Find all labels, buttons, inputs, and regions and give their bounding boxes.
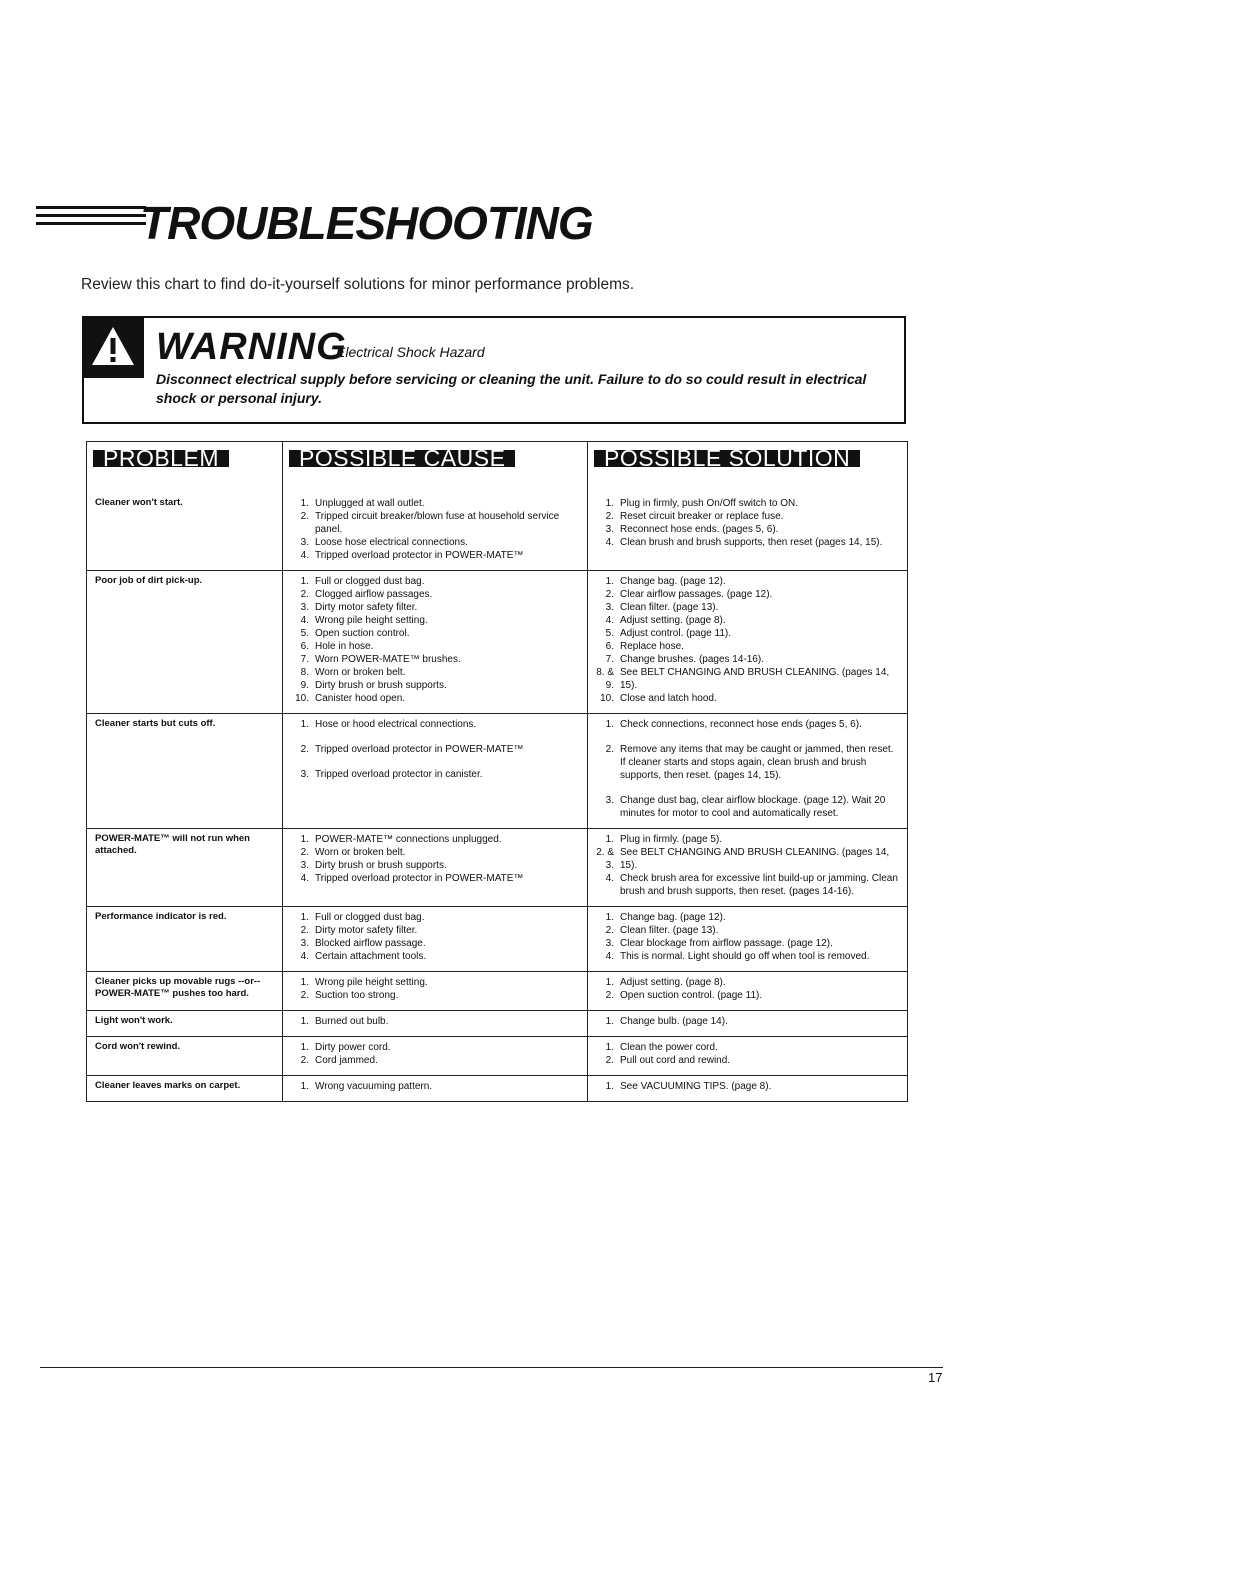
item-number: 3.	[300, 938, 309, 949]
solution-list	[594, 575, 901, 705]
solution-cell	[588, 571, 908, 714]
list-item	[289, 510, 581, 536]
table-body	[87, 493, 908, 1102]
item-number: 6.	[300, 641, 309, 652]
table-row	[87, 972, 908, 1011]
cause-cell	[283, 571, 588, 714]
item-text: POWER-MATE™ connections unplugged.	[315, 834, 502, 845]
item-number: 5.	[300, 628, 309, 639]
item-text: Close and latch hood.	[620, 693, 717, 704]
list-item	[289, 1080, 581, 1093]
item-text: Certain attachment tools.	[315, 951, 427, 962]
list-item	[594, 575, 901, 588]
solution-list	[594, 1080, 901, 1093]
item-number: 9.	[300, 680, 309, 691]
solution-list	[594, 1041, 901, 1067]
solution-list	[594, 718, 901, 820]
cause-cell	[283, 1076, 588, 1102]
solution-list	[594, 976, 901, 1002]
list-item	[289, 588, 581, 601]
item-text: Worn or broken belt.	[315, 847, 406, 858]
item-text: Dirty brush or brush supports.	[315, 680, 447, 691]
list-item	[594, 614, 901, 627]
item-number: 1.	[300, 498, 309, 509]
item-number: 2.	[605, 990, 614, 1001]
cause-list	[289, 833, 581, 885]
item-number: 6.	[605, 641, 614, 652]
problem-cell: Performance indicator is red.	[87, 907, 283, 972]
list-item	[594, 627, 901, 640]
item-text: Clean filter. (page 13).	[620, 602, 719, 613]
item-number: 8.	[300, 667, 309, 678]
list-item	[289, 768, 581, 781]
item-text: Clear airflow passages. (page 12).	[620, 589, 773, 600]
solution-cell	[588, 1037, 908, 1076]
item-text: Suction too strong.	[315, 990, 399, 1001]
list-item	[594, 601, 901, 614]
list-item	[289, 976, 581, 989]
list-item	[594, 523, 901, 536]
list-item	[594, 497, 901, 510]
solution-list	[594, 497, 901, 549]
item-number: 2. & 3.	[596, 847, 614, 871]
list-item	[594, 911, 901, 924]
item-number: 2.	[300, 990, 309, 1001]
item-text: Dirty power cord.	[315, 1042, 391, 1053]
item-number: 2.	[300, 847, 309, 858]
cause-cell	[283, 1011, 588, 1037]
item-number: 1.	[605, 977, 614, 988]
header-problem: PROBLEM	[87, 442, 283, 494]
list-item	[594, 1080, 901, 1093]
table-row	[87, 1076, 908, 1102]
list-item	[289, 859, 581, 872]
item-number: 1.	[300, 719, 309, 730]
item-number: 10.	[295, 693, 309, 704]
item-number: 2.	[300, 925, 309, 936]
page-title: TROUBLESHOOTING	[140, 197, 593, 249]
list-item	[594, 536, 901, 549]
cause-cell	[283, 493, 588, 571]
list-item	[594, 833, 901, 846]
solution-cell	[588, 1011, 908, 1037]
warning-box	[82, 316, 906, 424]
list-item	[289, 575, 581, 588]
problem-cell: Poor job of dirt pick-up.	[87, 571, 283, 714]
title-decoration-lines	[36, 206, 146, 236]
item-text: Change bag. (page 12).	[620, 912, 726, 923]
table-row	[87, 829, 908, 907]
table-row	[87, 493, 908, 571]
solution-cell	[588, 714, 908, 829]
list-item	[289, 950, 581, 963]
item-text: Dirty brush or brush supports.	[315, 860, 447, 871]
list-item	[594, 950, 901, 963]
item-number: 4.	[300, 951, 309, 962]
list-item	[289, 614, 581, 627]
item-text: Tripped overload protector in POWER-MATE™	[315, 550, 524, 561]
item-number: 4.	[605, 615, 614, 626]
list-item	[289, 989, 581, 1002]
item-text: Canister hood open.	[315, 693, 406, 704]
solution-list	[594, 1015, 901, 1028]
item-number: 5.	[605, 628, 614, 639]
cause-cell	[283, 907, 588, 972]
page-subtitle: Review this chart to find do-it-yourself solutions for minor performance problems.	[81, 276, 635, 293]
item-number: 3.	[300, 769, 309, 780]
page-number: 17	[928, 1370, 943, 1385]
list-item	[289, 549, 581, 562]
table-row	[87, 571, 908, 714]
table-row	[87, 714, 908, 829]
item-number: 1.	[300, 912, 309, 923]
item-text: Clean filter. (page 13).	[620, 925, 719, 936]
item-number: 4.	[300, 550, 309, 561]
item-number: 1.	[605, 576, 614, 587]
warning-subtitle: Electrical Shock Hazard	[336, 344, 485, 360]
item-text: Hole in hose.	[315, 641, 374, 652]
item-text: This is normal. Light should go off when tool is removed.	[620, 951, 870, 962]
item-text: Hose or hood electrical connections.	[315, 719, 477, 730]
list-item	[594, 937, 901, 950]
list-item	[594, 743, 901, 782]
item-number: 2.	[300, 589, 309, 600]
list-item	[289, 1054, 581, 1067]
table-row	[87, 907, 908, 972]
solution-cell	[588, 493, 908, 571]
table-row	[87, 1011, 908, 1037]
list-item	[289, 872, 581, 885]
list-item	[594, 718, 901, 731]
item-number: 3.	[300, 860, 309, 871]
item-number: 3.	[300, 537, 309, 548]
problem-cell: Cleaner picks up movable rugs --or-- POWER-MATE™ pushes too hard.	[87, 972, 283, 1011]
item-text: Check connections, reconnect hose ends (pages 5, 6).	[620, 719, 862, 730]
item-number: 2.	[605, 1055, 614, 1066]
item-text: Clogged airflow passages.	[315, 589, 433, 600]
cause-list	[289, 718, 581, 781]
header-possible-cause: POSSIBLE CAUSE	[283, 442, 588, 494]
list-item	[289, 640, 581, 653]
list-item	[594, 588, 901, 601]
cause-list	[289, 911, 581, 963]
item-text: Change dust bag, clear airflow blockage. (page 12). Wait 20 minutes for motor to cool and automatically reset.	[620, 795, 886, 819]
cause-cell	[283, 1037, 588, 1076]
cause-list	[289, 1041, 581, 1067]
item-text: Replace hose.	[620, 641, 684, 652]
item-text: Tripped overload protector in POWER-MATE™	[315, 873, 524, 884]
list-item	[289, 833, 581, 846]
warning-triangle-icon	[82, 316, 144, 378]
cause-list	[289, 497, 581, 562]
item-text: Full or clogged dust bag.	[315, 912, 425, 923]
list-item	[289, 627, 581, 640]
item-text: Worn POWER-MATE™ brushes.	[315, 654, 461, 665]
problem-cell: POWER-MATE™ will not run when attached.	[87, 829, 283, 907]
item-number: 1.	[300, 576, 309, 587]
item-text: Adjust setting. (page 8).	[620, 977, 726, 988]
item-text: Wrong vacuuming pattern.	[315, 1081, 433, 1092]
list-item	[594, 1041, 901, 1054]
item-text: Dirty motor safety filter.	[315, 925, 418, 936]
item-text: Tripped circuit breaker/blown fuse at household service panel.	[315, 511, 560, 535]
solution-cell	[588, 972, 908, 1011]
table-header-row	[87, 442, 908, 494]
item-number: 1.	[300, 834, 309, 845]
item-number: 4.	[605, 537, 614, 548]
page-title-block	[36, 196, 596, 250]
problem-cell: Cord won't rewind.	[87, 1037, 283, 1076]
item-number: 1.	[300, 1081, 309, 1092]
list-item	[289, 924, 581, 937]
list-item	[289, 536, 581, 549]
item-number: 1.	[605, 719, 614, 730]
item-text: Worn or broken belt.	[315, 667, 406, 678]
item-text: Change bulb. (page 14).	[620, 1016, 728, 1027]
item-number: 1.	[300, 1016, 309, 1027]
item-number: 2.	[605, 925, 614, 936]
item-number: 8. & 9.	[596, 667, 614, 691]
problem-cell: Cleaner leaves marks on carpet.	[87, 1076, 283, 1102]
item-text: Reconnect hose ends. (pages 5, 6).	[620, 524, 779, 535]
list-item	[594, 976, 901, 989]
item-number: 2.	[605, 511, 614, 522]
warning-text: Disconnect electrical supply before servicing or cleaning the unit. Failure to do so could result in electrical shock or personal injury.	[156, 371, 867, 406]
problem-cell: Light won't work.	[87, 1011, 283, 1037]
item-number: 1.	[300, 1042, 309, 1053]
list-item	[289, 937, 581, 950]
item-text: Wrong pile height setting.	[315, 615, 428, 626]
item-text: Burned out bulb.	[315, 1016, 389, 1027]
item-text: Loose hose electrical connections.	[315, 537, 468, 548]
item-number: 4.	[300, 615, 309, 626]
list-item	[594, 846, 901, 872]
item-number: 3.	[605, 524, 614, 535]
cause-list	[289, 1080, 581, 1093]
item-number: 1.	[605, 1081, 614, 1092]
list-item	[594, 1015, 901, 1028]
list-item	[289, 497, 581, 510]
item-number: 1.	[605, 912, 614, 923]
cause-list	[289, 976, 581, 1002]
item-number: 4.	[300, 873, 309, 884]
item-number: 2.	[300, 511, 309, 522]
item-number: 3.	[300, 602, 309, 613]
list-item	[289, 743, 581, 756]
item-number: 7.	[605, 654, 614, 665]
cause-cell	[283, 829, 588, 907]
item-number: 1.	[300, 977, 309, 988]
problem-cell: Cleaner starts but cuts off.	[87, 714, 283, 829]
item-text: Clean brush and brush supports, then reset (pages 14, 15).	[620, 537, 883, 548]
item-text: See BELT CHANGING AND BRUSH CLEANING. (pages 14, 15).	[620, 667, 890, 691]
list-item	[594, 989, 901, 1002]
item-text: Remove any items that may be caught or jammed, then reset. If cleaner starts and stops again, clean brush and brush supports, then reset. (pages 14, 15).	[620, 744, 894, 781]
item-text: Cord jammed.	[315, 1055, 378, 1066]
list-item	[594, 1054, 901, 1067]
list-item	[289, 666, 581, 679]
warning-title: WARNING	[156, 326, 347, 368]
item-number: 3.	[605, 795, 614, 806]
item-number: 1.	[605, 1016, 614, 1027]
solution-cell	[588, 1076, 908, 1102]
item-number: 3.	[605, 938, 614, 949]
list-item	[289, 718, 581, 731]
list-item	[594, 692, 901, 705]
item-text: Dirty motor safety filter.	[315, 602, 418, 613]
item-text: See VACUUMING TIPS. (page 8).	[620, 1081, 772, 1092]
header-possible-solution: POSSIBLE SOLUTION	[588, 442, 908, 494]
item-text: Clear blockage from airflow passage. (page 12).	[620, 938, 833, 949]
footer-rule	[40, 1367, 943, 1368]
list-item	[289, 846, 581, 859]
list-item	[289, 911, 581, 924]
item-text: Open suction control.	[315, 628, 410, 639]
item-text: Tripped overload protector in canister.	[315, 769, 483, 780]
item-number: 2.	[300, 744, 309, 755]
item-number: 3.	[605, 602, 614, 613]
item-text: Open suction control. (page 11).	[620, 990, 763, 1001]
list-item	[594, 872, 901, 898]
item-text: Pull out cord and rewind.	[620, 1055, 731, 1066]
solution-list	[594, 833, 901, 898]
item-text: Tripped overload protector in POWER-MATE™	[315, 744, 524, 755]
list-item	[289, 692, 581, 705]
list-item	[594, 640, 901, 653]
problem-cell: Cleaner won't start.	[87, 493, 283, 571]
item-text: Check brush area for excessive lint build-up or jamming. Clean brush and brush supports, then reset. (pages 14-16).	[620, 873, 898, 897]
list-item	[594, 666, 901, 692]
list-item	[594, 653, 901, 666]
list-item	[289, 601, 581, 614]
item-text: Plug in firmly. (page 5).	[620, 834, 723, 845]
troubleshooting-table	[86, 441, 908, 1102]
item-number: 4.	[605, 873, 614, 884]
item-number: 1.	[605, 1042, 614, 1053]
solution-cell	[588, 829, 908, 907]
item-text: Adjust control. (page 11).	[620, 628, 731, 639]
item-number: 1.	[605, 834, 614, 845]
list-item	[289, 679, 581, 692]
cause-cell	[283, 972, 588, 1011]
item-text: Plug in firmly, push On/Off switch to ON.	[620, 498, 799, 509]
item-text: Full or clogged dust bag.	[315, 576, 425, 587]
item-text: Adjust setting. (page 8).	[620, 615, 726, 626]
solution-cell	[588, 907, 908, 972]
cause-list	[289, 575, 581, 705]
item-number: 7.	[300, 654, 309, 665]
item-text: Wrong pile height setting.	[315, 977, 428, 988]
item-number: 2.	[605, 744, 614, 755]
solution-list	[594, 911, 901, 963]
item-text: Change brushes. (pages 14-16).	[620, 654, 764, 665]
item-number: 10.	[600, 693, 614, 704]
item-text: See BELT CHANGING AND BRUSH CLEANING. (pages 14, 15).	[620, 847, 890, 871]
item-number: 2.	[300, 1055, 309, 1066]
item-number: 2.	[605, 589, 614, 600]
list-item	[289, 653, 581, 666]
list-item	[594, 924, 901, 937]
cause-cell	[283, 714, 588, 829]
item-text: Blocked airflow passage.	[315, 938, 426, 949]
item-text: Change bag. (page 12).	[620, 576, 726, 587]
table-row	[87, 1037, 908, 1076]
item-text: Clean the power cord.	[620, 1042, 718, 1053]
item-text: Unplugged at wall outlet.	[315, 498, 425, 509]
list-item	[594, 510, 901, 523]
item-number: 4.	[605, 951, 614, 962]
list-item	[289, 1015, 581, 1028]
list-item	[594, 794, 901, 820]
item-number: 1.	[605, 498, 614, 509]
cause-list	[289, 1015, 581, 1028]
item-text: Reset circuit breaker or replace fuse.	[620, 511, 784, 522]
list-item	[289, 1041, 581, 1054]
